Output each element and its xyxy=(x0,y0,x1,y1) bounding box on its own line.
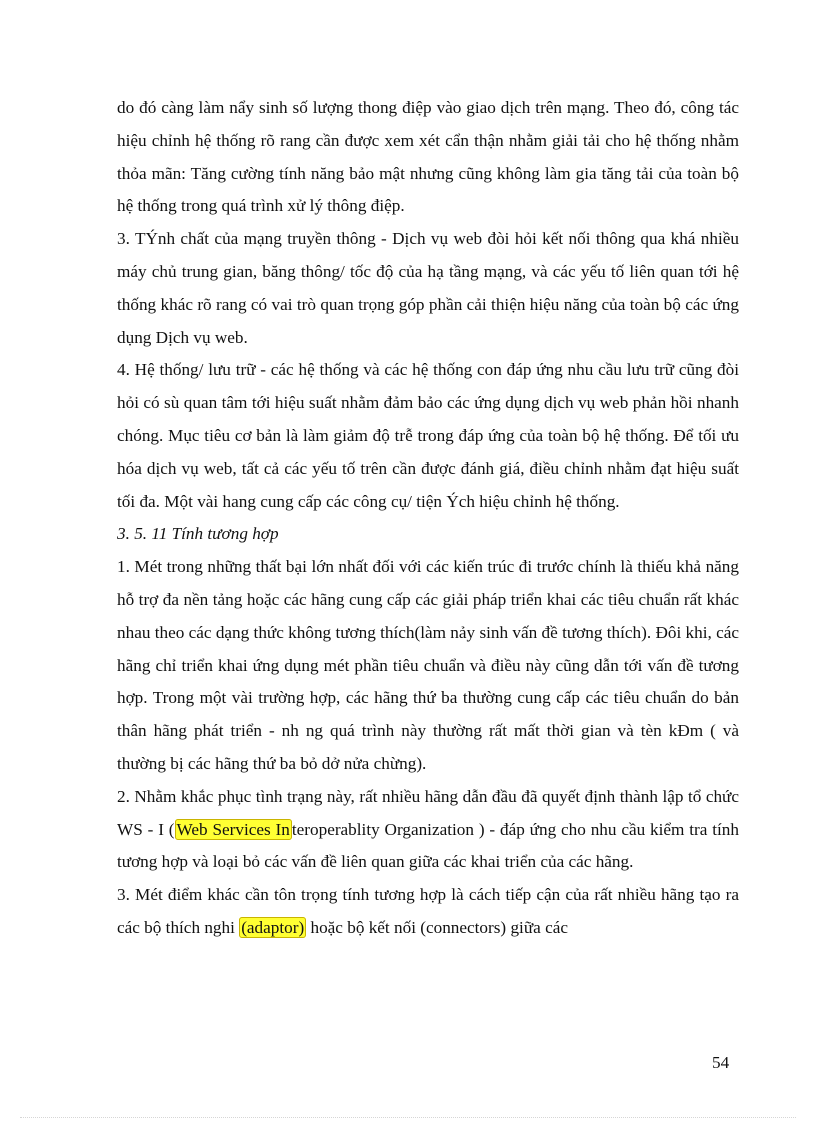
paragraph-1: do đó càng làm nẩy sinh số lượng thong điệp vào giao dịch trên mạng. Theo đó, công tác hiệu chỉnh hệ thống rõ rang cần được xem xét cẩn thận nhằm giải tải cho hệ thống nhằm thỏa mãn: Tăng cường tính năng bảo mật nhưng cũng không làm gia tăng tải của toàn bộ hệ thống trong quá trình xử lý thông điệp. xyxy=(117,98,739,216)
page-bottom-divider xyxy=(20,1117,796,1118)
paragraph-5-text-start: 2. Nhằm khắc phục tình trạng này, rất nhiều hãng dẫn đầu đã quyết định thành lập tổ chức WS - I ( xyxy=(117,786,739,839)
paragraph-4: 1. Mét trong những thất bại lớn nhất đối với các kiến trúc đi trước chính là thiếu khả năng hỗ trợ đa nền tảng hoặc các hãng cung cấp các giải pháp triển khai các tiêu chuẩn rất khác nhau theo các dạng thức không tương thích(làm nảy sinh vấn đề tương thích). Đôi khi, các hãng chỉ triển khai ứng dụng mét phần tiêu chuẩn và điều này cũng dẫn tới vấn đề tương hợp. Trong một vài trường hợp, các hãng thứ ba thường cung cấp các tiêu chuẩn do bản thân hãng phát triển - nh ng quá trình này thường rất mất thời gian và tèn kÐm ( và thường bị các hãng thứ ba bỏ dở nửa chừng). xyxy=(117,557,739,773)
paragraph-3: 4. Hệ thống/ lưu trữ - các hệ thống và các hệ thống con đáp ứng nhu cầu lưu trữ cũng đòi hỏi có sù quan tâm tới hiệu suất nhằm đảm bảo các ứng dụng dịch vụ web phản hồi nhanh chóng. Mục tiêu cơ bản là làm giảm độ trễ trong đáp ứng của toàn bộ hệ thống. Để tối ưu hóa dịch vụ web, tất cả các yếu tố trên cần được đánh giá, điều chỉnh nhằm đạt hiệu suất tối đa. Một vài hang cung cấp các công cụ/ tiện Ých hiệu chỉnh hệ thống. xyxy=(117,360,739,511)
page-content xyxy=(117,92,739,945)
paragraph-5-text-end: teroperablity Organization ) - đáp ứng cho nhu cầu kiểm tra tính tương hợp và loại bỏ các vấn đề liên quan giữa các khai triển của các hãng. xyxy=(117,819,739,872)
paragraph-6-text-start: 3. Mét điểm khác cần tôn trọng tính tương hợp là cách tiếp cận của rất nhiều hãng tạo ra các bộ thích nghi xyxy=(117,885,739,937)
paragraph-6-text-end: hoặc bộ kết nối (connectors) giữa các xyxy=(306,917,568,937)
paragraph-2: 3. TÝnh chất của mạng truyền thông - Dịch vụ web đòi hỏi kết nối thông qua khá nhiều máy chủ trung gian, băng thông/ tốc độ của hạ tầng mạng, và các yếu tố liên quan tới hệ thống khác rõ rang có vai trò quan trọng góp phần cải thiện hiệu năng của toàn bộ các ứng dụng Dịch vụ web. xyxy=(117,229,739,347)
paragraph-6 xyxy=(117,879,739,945)
highlight-web-services: Web Services In xyxy=(176,819,290,839)
highlight-adaptor: (adaptor) xyxy=(241,917,305,937)
paragraph-5 xyxy=(117,781,739,879)
page-number: 54 xyxy=(712,1053,730,1072)
section-heading: 3. 5. 11 Tính tương hợp xyxy=(117,524,279,544)
